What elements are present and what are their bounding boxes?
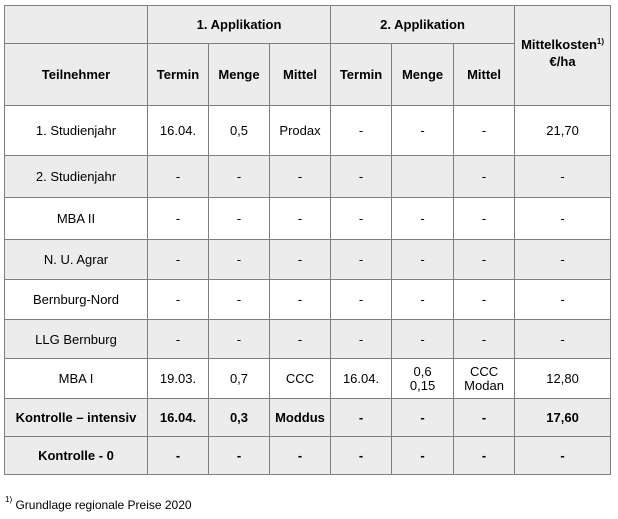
menge-1: - [209, 280, 270, 320]
column-header-participant: Teilnehmer [5, 44, 148, 106]
menge-2: - [392, 280, 454, 320]
table-row [5, 156, 611, 198]
mittel-2 [454, 359, 515, 399]
mittel-1: Prodax [270, 106, 331, 156]
menge-2 [392, 359, 454, 399]
cost-value: - [515, 198, 611, 240]
termin-2: - [331, 280, 392, 320]
column-header-menge-1: Menge [209, 44, 270, 106]
participant-name: 2. Studienjahr [5, 156, 148, 198]
mittel-1: - [270, 280, 331, 320]
termin-1: - [148, 198, 209, 240]
participant-name: Kontrolle – intensiv [5, 399, 148, 437]
group-header-application-2: 2. Applikation [331, 6, 515, 44]
termin-1: 16.04. [148, 106, 209, 156]
mittel-2: - [454, 156, 515, 198]
mittel-2: - [454, 437, 515, 475]
menge-2: - [392, 240, 454, 280]
column-header-termin-1: Termin [148, 44, 209, 106]
mittel-2-value-b: Modan [464, 377, 504, 393]
participant-name: 1. Studienjahr [5, 106, 148, 156]
menge-2-value-a: 0,6 [413, 363, 432, 379]
table-row [5, 198, 611, 240]
termin-2: - [331, 437, 392, 475]
termin-1: - [148, 280, 209, 320]
cost-value: - [515, 240, 611, 280]
cost-value: - [515, 437, 611, 475]
menge-2: - [392, 320, 454, 359]
mittel-1: - [270, 240, 331, 280]
cost-header-label: Mittelkosten [521, 37, 597, 52]
termin-2: - [331, 240, 392, 280]
cost-value: - [515, 156, 611, 198]
header-group-row [5, 6, 611, 44]
menge-2: - [392, 399, 454, 437]
mittel-1: - [270, 156, 331, 198]
table-row [5, 106, 611, 156]
cost-value: 17,60 [515, 399, 611, 437]
footnote [5, 495, 192, 512]
participant-name: MBA I [5, 359, 148, 399]
menge-2: - [392, 106, 454, 156]
cost-value: - [515, 320, 611, 359]
table-row [5, 280, 611, 320]
column-header-mittel-2: Mittel [454, 44, 515, 106]
column-header-mittel-1: Mittel [270, 44, 331, 106]
menge-1: - [209, 198, 270, 240]
termin-1: - [148, 320, 209, 359]
cost-value: 21,70 [515, 106, 611, 156]
cost-footnote-marker: 1) [596, 37, 605, 46]
termin-2: - [331, 198, 392, 240]
menge-1: 0,7 [209, 359, 270, 399]
table-row [5, 359, 611, 399]
mittel-2: - [454, 198, 515, 240]
menge-2 [392, 156, 454, 198]
mittel-2: - [454, 106, 515, 156]
table-row [5, 399, 611, 437]
menge-1: 0,3 [209, 399, 270, 437]
termin-1: 16.04. [148, 399, 209, 437]
menge-2-value-b: 0,15 [409, 377, 436, 393]
table-row [5, 320, 611, 359]
cost-value: - [515, 280, 611, 320]
termin-2: - [331, 399, 392, 437]
column-header-termin-2: Termin [331, 44, 392, 106]
mittel-2-value-a: CCC [469, 363, 499, 379]
participant-name: N. U. Agrar [5, 240, 148, 280]
mittel-2: - [454, 320, 515, 359]
cost-value: 12,80 [515, 359, 611, 399]
termin-2: - [331, 106, 392, 156]
column-header-menge-2: Menge [392, 44, 454, 106]
table-row [5, 240, 611, 280]
mittel-2: - [454, 399, 515, 437]
menge-1: - [209, 240, 270, 280]
menge-1: 0,5 [209, 106, 270, 156]
mittel-2: - [454, 280, 515, 320]
termin-1: 19.03. [148, 359, 209, 399]
mittel-1: - [270, 437, 331, 475]
termin-1: - [148, 240, 209, 280]
menge-1: - [209, 437, 270, 475]
cost-header [515, 6, 611, 106]
footnote-text: Grundlage regionale Preise 2020 [12, 498, 192, 512]
header-empty-cell [5, 6, 148, 44]
termin-2: 16.04. [331, 359, 392, 399]
termin-2: - [331, 156, 392, 198]
table-row [5, 437, 611, 475]
participant-name: MBA II [5, 198, 148, 240]
mittel-1: - [270, 320, 331, 359]
termin-1: - [148, 437, 209, 475]
mittel-1: - [270, 198, 331, 240]
mittel-1: Moddus [270, 399, 331, 437]
termin-1: - [148, 156, 209, 198]
footnote-marker: 1) [5, 495, 13, 504]
menge-2: - [392, 437, 454, 475]
menge-1: - [209, 156, 270, 198]
group-header-application-1: 1. Applikation [148, 6, 331, 44]
cost-header-unit: €/ha [549, 54, 576, 69]
participant-name: Kontrolle - 0 [5, 437, 148, 475]
participant-name: LLG Bernburg [5, 320, 148, 359]
menge-2: - [392, 198, 454, 240]
application-table [4, 5, 611, 475]
termin-2: - [331, 320, 392, 359]
mittel-2: - [454, 240, 515, 280]
mittel-1: CCC [270, 359, 331, 399]
participant-name: Bernburg-Nord [5, 280, 148, 320]
menge-1: - [209, 320, 270, 359]
